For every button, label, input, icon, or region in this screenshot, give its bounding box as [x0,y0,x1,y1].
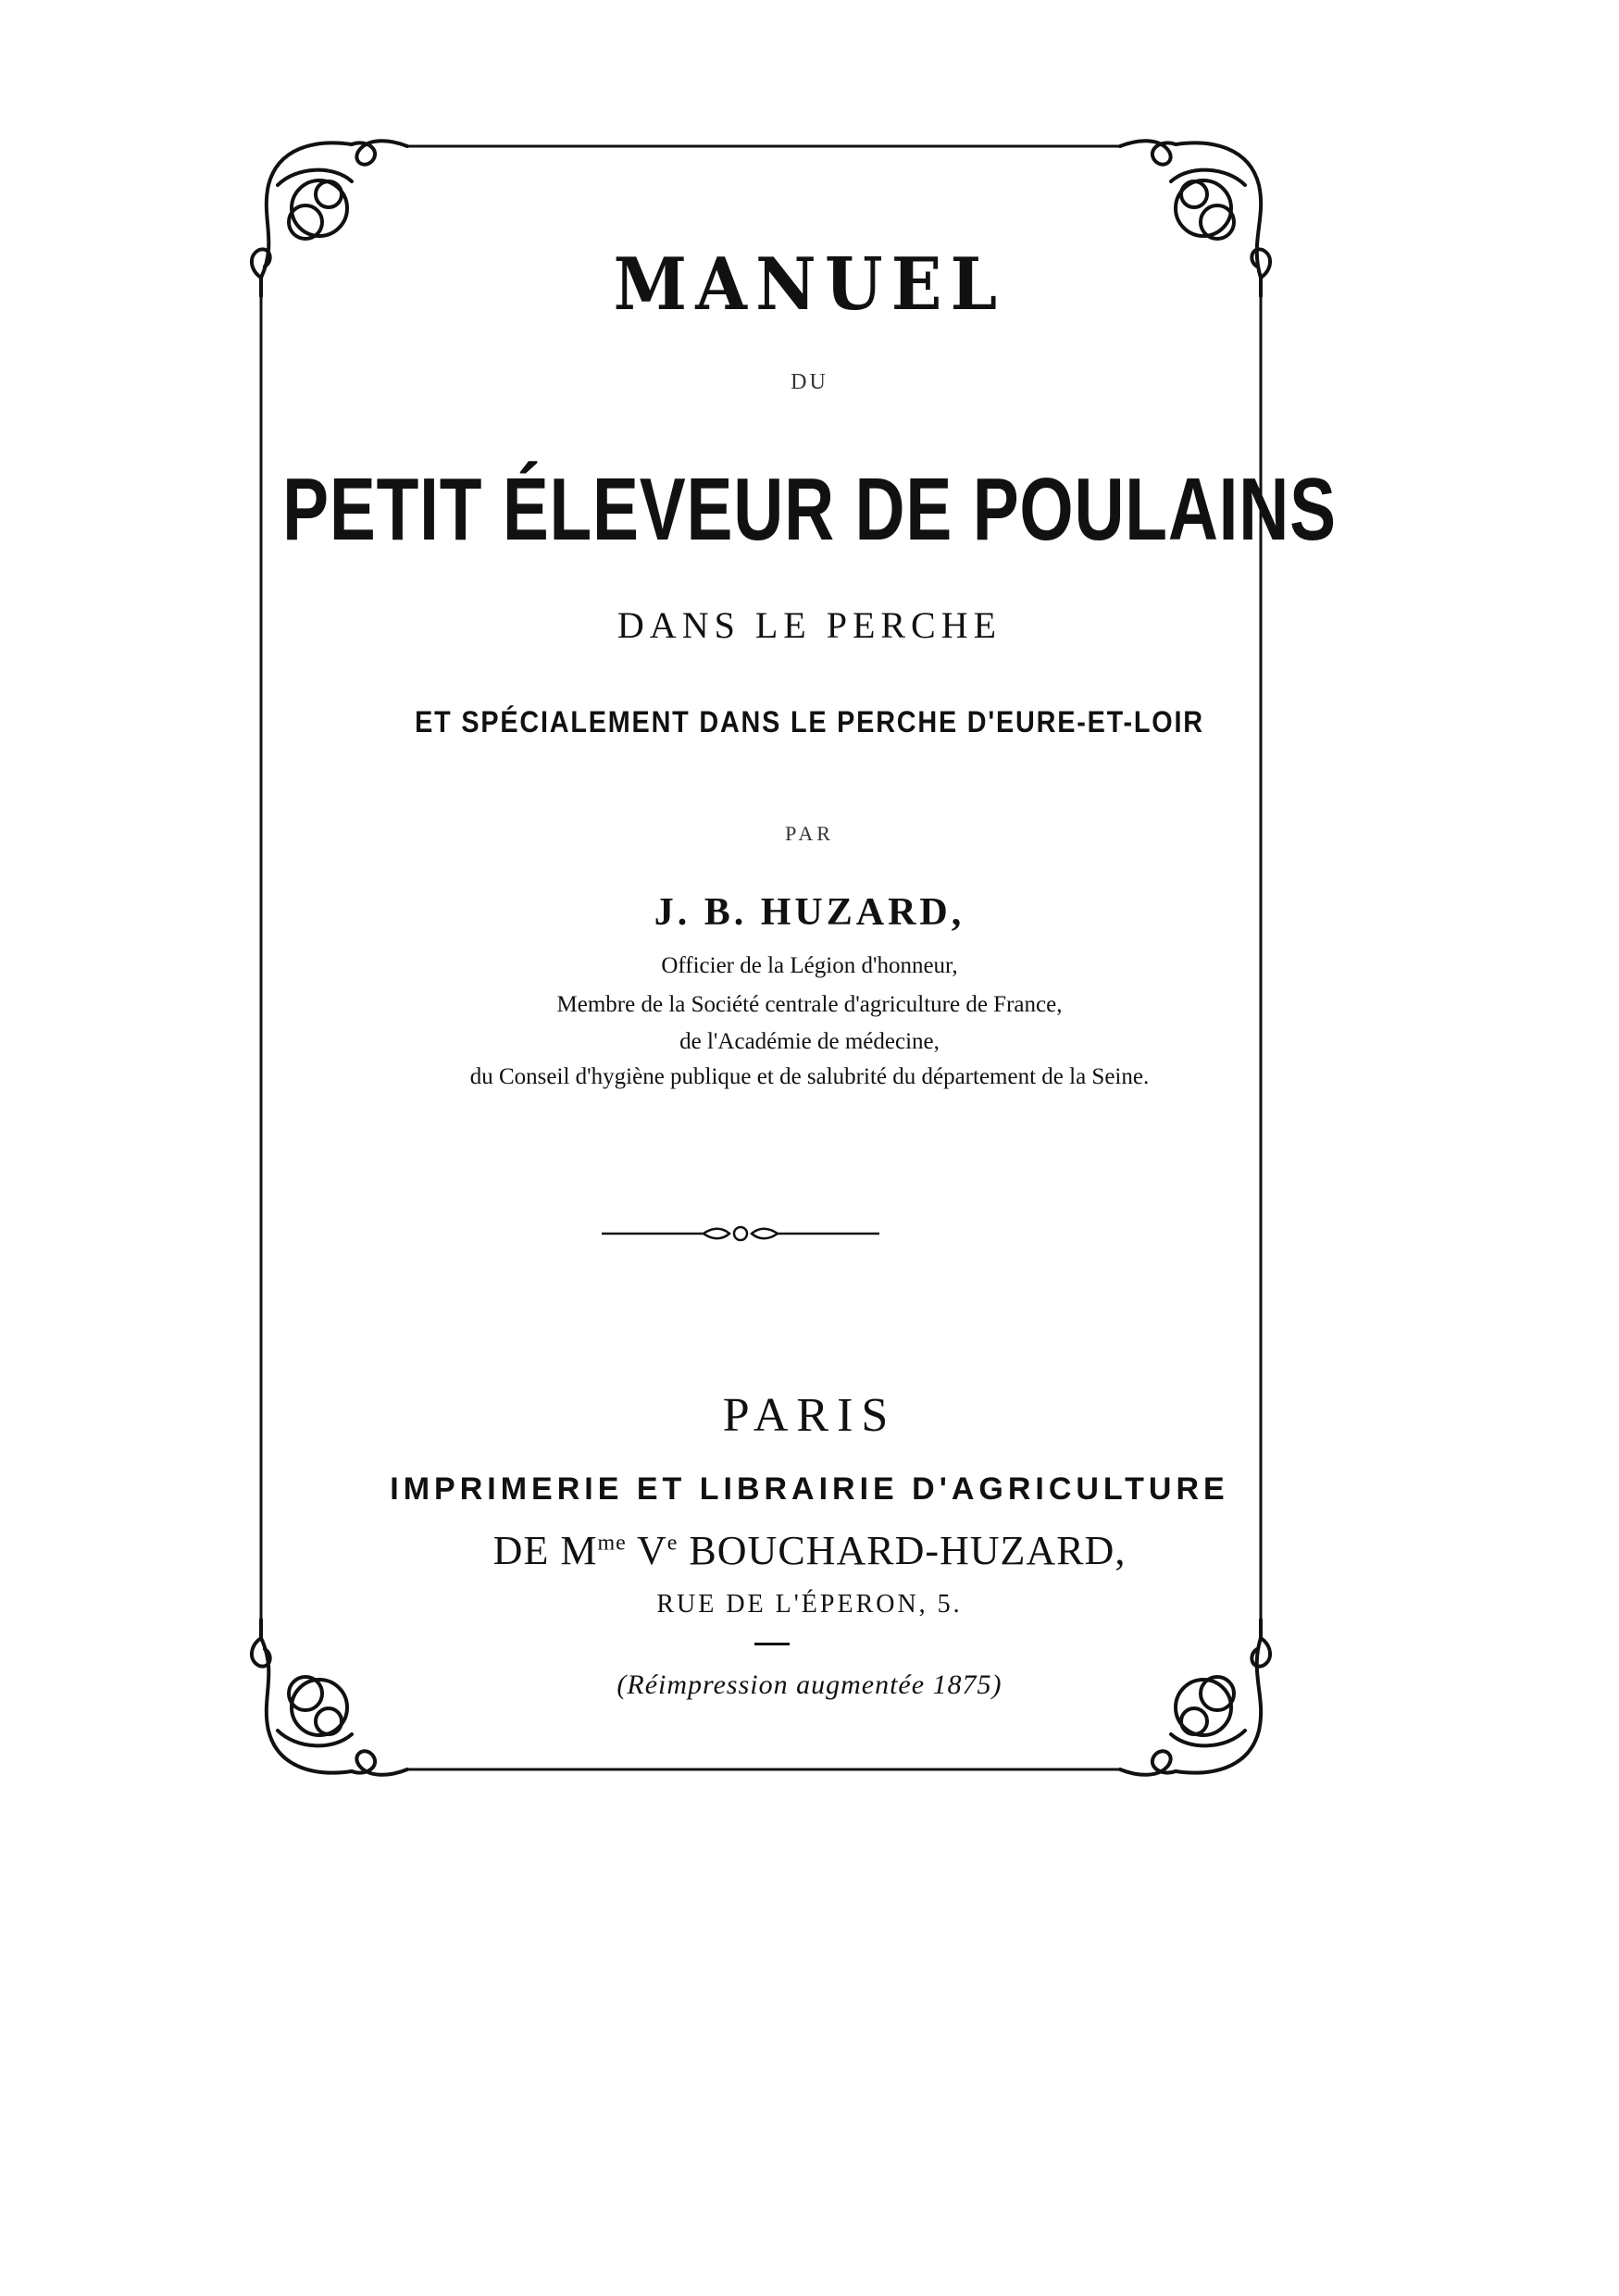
imprint-printer: IMPRIMERIE ET LIBRAIRIE D'AGRICULTURE [390,1471,1229,1507]
title-manuel: MANUEL [613,242,1006,327]
subtitle-special: ET SPÉCIALEMENT DANS LE PERCHE D'EURE-ET-LOIR [415,705,1204,738]
imprint-city: PARIS [722,1389,897,1442]
title-connector-du: DU [791,370,828,394]
publisher-v: V [626,1528,667,1573]
separator-dash [754,1643,790,1645]
author-credential: du Conseil d'hygiène publique et de salubrité du département de la Seine. [469,1064,1150,1089]
imprint-address: RUE DE L'ÉPERON, 5. [656,1590,963,1619]
publisher-name: BOUCHARD-HUZARD, [678,1528,1127,1573]
author-credential: de l'Académie de médecine, [679,1029,940,1054]
main-title: PETIT ÉLEVEUR DE POULAINS [282,460,1337,559]
author-par: PAR [785,822,834,845]
imprint-publisher [0,1527,1619,1574]
author-credential: Officier de la Légion d'honneur, [661,953,958,978]
reprint-note: (Réimpression augmentée 1875) [616,1669,1003,1700]
author-name: J. B. HUZARD, [654,891,965,934]
publisher-e-superscript: e [666,1531,679,1556]
publisher-me-superscript: me [597,1531,627,1556]
center-ornament-divider [602,1220,879,1247]
author-credential: Membre de la Société centrale d'agriculture de France, [556,992,1063,1017]
publisher-prefix: DE M [492,1528,598,1573]
subtitle-perche: DANS LE PERCHE [616,604,1003,646]
